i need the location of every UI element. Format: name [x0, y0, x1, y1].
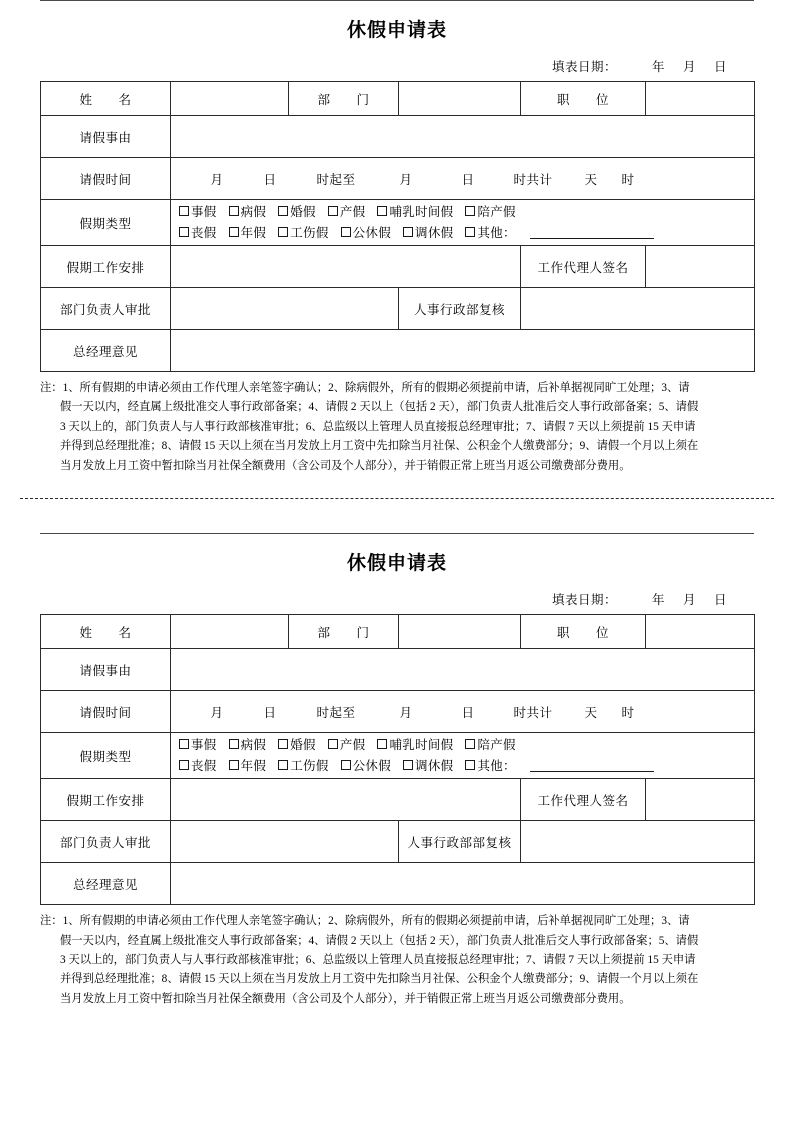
fill-date-year-1: 年 — [651, 60, 665, 74]
note-line-1: 注：1、所有假期的申请必须由工作代理人亲笔签字确认；2、除病假外，所有的假期必须提前申请，后补单据视同旷工处理；3、请 — [40, 382, 690, 394]
page-title-1: 休假申请表 — [346, 20, 447, 41]
checkbox-personal-leave-2[interactable] — [179, 735, 217, 755]
label-gm-opinion-1: 总经理意见 — [41, 330, 171, 372]
label-position-1: 职 位 — [521, 82, 646, 116]
notes-block-2 — [40, 912, 754, 1009]
checkbox-icon — [403, 227, 413, 237]
field-time-1[interactable] — [171, 158, 755, 200]
checkbox-marriage-leave-1[interactable] — [278, 202, 316, 222]
field-agent-signature-1[interactable] — [646, 246, 755, 288]
label-position-2: 职 位 — [521, 615, 646, 649]
note-line-5: 当月发放上月工资中暂扣除当月社保全额费用（含公司及个人部分），并于销假正常上班当月返公司缴费部分费用。 — [60, 992, 631, 1005]
checkbox-bereavement-leave-2[interactable] — [179, 756, 217, 776]
field-gm-opinion-2[interactable] — [171, 863, 755, 905]
checkbox-icon — [278, 760, 288, 770]
table-row-reason-2 — [41, 649, 755, 691]
time-days-unit-2: 天 — [584, 705, 598, 720]
checkbox-injury-leave-2[interactable] — [278, 756, 328, 776]
label-dept-head-approval-2: 部门负责人审批 — [41, 821, 171, 863]
checkbox-icon — [403, 760, 413, 770]
field-department-2[interactable] — [399, 615, 521, 649]
time-day-from-2: 日 — [263, 705, 277, 720]
note-line-1: 注：1、所有假期的申请必须由工作代理人亲笔签字确认；2、除病假外，所有的假期必须提前申请，后补单据视同旷工处理；3、请 — [40, 915, 690, 928]
checkbox-icon — [179, 227, 189, 237]
time-from-label-1: 时起至 — [316, 172, 356, 187]
checkbox-label: 丧假 — [191, 225, 217, 240]
time-day-to-2: 日 — [461, 705, 475, 720]
table-row-reason-1 — [41, 116, 755, 158]
field-gm-opinion-1[interactable] — [171, 330, 755, 372]
table-row-work-arrangement-1 — [41, 246, 755, 288]
label-agent-signature-1: 工作代理人签名 — [521, 246, 646, 288]
field-position-2[interactable] — [646, 615, 755, 649]
leave-type-line-1a — [179, 205, 528, 219]
time-from-label-2: 时起至 — [316, 705, 356, 720]
time-month-to-2: 月 — [399, 705, 413, 720]
checkbox-label: 其他： — [477, 225, 516, 240]
label-time-2: 请假时间 — [41, 691, 171, 733]
label-name-2: 姓 名 — [41, 615, 171, 649]
checkbox-marriage-leave-2[interactable] — [278, 735, 316, 755]
field-reason-2[interactable] — [171, 649, 755, 691]
checkbox-public-holiday-1[interactable] — [341, 223, 391, 243]
checkbox-label: 病假 — [240, 205, 267, 220]
checkbox-paternity-leave-2[interactable] — [465, 735, 515, 755]
table-row-leave-type-2 — [41, 733, 755, 779]
leave-form-copy-1 — [0, 0, 794, 476]
checkbox-icon — [377, 206, 387, 216]
label-agent-signature-2: 工作代理人签名 — [521, 779, 646, 821]
time-month-from-1: 月 — [210, 172, 224, 187]
field-name-1[interactable] — [171, 82, 289, 116]
checkbox-icon — [229, 206, 239, 216]
label-work-arrangement-1: 假期工作安排 — [41, 246, 171, 288]
checkbox-label: 婚假 — [290, 738, 316, 753]
field-other-leave-1[interactable] — [530, 238, 654, 239]
checkbox-label: 公休假 — [352, 758, 392, 773]
checkbox-label: 哺乳时间假 — [389, 738, 454, 753]
checkbox-nursing-leave-1[interactable] — [377, 202, 453, 222]
fill-date-month-2: 月 — [682, 593, 696, 608]
field-name-2[interactable] — [171, 615, 289, 649]
checkbox-label: 调休假 — [415, 225, 454, 240]
label-hr-review-2: 人事行政部部复核 — [399, 821, 521, 863]
checkbox-label: 工伤假 — [290, 225, 329, 240]
header-rule-1 — [40, 0, 754, 1]
checkbox-maternity-leave-2[interactable] — [328, 735, 366, 755]
checkbox-annual-leave-1[interactable] — [229, 223, 267, 243]
time-month-to-1: 月 — [399, 172, 413, 187]
note-line-2: 假一天以内，经直属上级批准交人事行政部备案；4、请假 2 天以上（包括 2 天），部门负责人批准后交人事行政部备案；5、请假 — [60, 934, 699, 947]
field-dept-head-approval-2[interactable] — [171, 821, 399, 863]
checkbox-icon — [341, 227, 351, 237]
label-department-2: 部 门 — [289, 615, 399, 649]
table-row-identity-1 — [41, 82, 755, 116]
table-row-identity-2 — [41, 615, 755, 649]
checkbox-injury-leave-1[interactable] — [278, 223, 328, 243]
checkbox-label: 哺乳时间假 — [389, 205, 454, 220]
checkbox-public-holiday-2[interactable] — [341, 756, 391, 776]
checkbox-label: 调休假 — [415, 758, 454, 773]
leave-type-line-2a — [179, 738, 528, 752]
checkbox-icon — [377, 739, 387, 749]
note-line-3: 3 天以上的，部门负责人与人事行政部核准审批；6、总监级以上管理人员直接报总经理审批；7、请假 7 天以上须提前 15 天申请 — [60, 953, 696, 966]
table-row-approvals-1 — [41, 288, 755, 330]
field-leave-type-2 — [171, 733, 755, 779]
fill-date-year-2: 年 — [651, 593, 665, 608]
fill-date-day-2: 日 — [713, 593, 727, 608]
checkbox-label: 陪产假 — [477, 205, 516, 220]
checkbox-icon — [179, 206, 189, 216]
fill-date-label-1: 填表日期： — [551, 60, 617, 74]
label-gm-opinion-2: 总经理意见 — [41, 863, 171, 905]
checkbox-label: 年假 — [240, 225, 267, 240]
fill-date-month-1: 月 — [682, 60, 696, 74]
checkbox-icon — [278, 227, 288, 237]
checkbox-compensatory-leave-1[interactable] — [403, 223, 453, 243]
note-line-4: 并得到总经理批准；8、请假 15 天以上须在当月发放上月工资中先扣除当月社保、公积金个人缴费部分；9、请假一个月以上须在 — [60, 973, 699, 986]
checkbox-compensatory-leave-2[interactable] — [403, 756, 453, 776]
checkbox-icon — [229, 739, 239, 749]
label-time-1: 请假时间 — [41, 158, 171, 200]
fill-date-day-1: 日 — [713, 60, 727, 74]
leave-form-copy-2 — [0, 533, 794, 1009]
checkbox-nursing-leave-2[interactable] — [377, 735, 453, 755]
field-other-leave-2[interactable] — [530, 771, 654, 772]
table-row-work-arrangement-2 — [41, 779, 755, 821]
checkbox-icon — [465, 206, 475, 216]
checkbox-annual-leave-2[interactable] — [229, 756, 267, 776]
checkbox-label: 事假 — [191, 205, 217, 220]
field-work-arrangement-1[interactable] — [171, 246, 521, 288]
time-hours-unit-2: 时 — [621, 705, 635, 720]
checkbox-bereavement-leave-1[interactable] — [179, 223, 217, 243]
label-name-1: 姓 名 — [41, 82, 171, 116]
checkbox-other-leave-1[interactable] — [465, 223, 515, 243]
label-work-arrangement-2: 假期工作安排 — [41, 779, 171, 821]
header-rule-2 — [40, 533, 754, 534]
table-row-gm-opinion-1 — [41, 330, 755, 372]
label-leave-type-2: 假期类型 — [41, 733, 171, 779]
label-department-1: 部 门 — [289, 82, 399, 116]
field-leave-type-1 — [171, 200, 755, 246]
label-reason-2: 请假事由 — [41, 649, 171, 691]
table-row-leave-type-1 — [41, 200, 755, 246]
checkbox-icon — [179, 760, 189, 770]
checkbox-label: 事假 — [191, 738, 217, 753]
checkbox-label: 病假 — [240, 738, 267, 753]
field-time-2[interactable] — [171, 691, 755, 733]
field-agent-signature-2[interactable] — [646, 779, 755, 821]
checkbox-icon — [179, 739, 189, 749]
checkbox-label: 年假 — [240, 758, 267, 773]
label-hr-review-1: 人事行政部复核 — [399, 288, 521, 330]
checkbox-label: 陪产假 — [477, 738, 516, 753]
fill-date-line-2 — [40, 590, 754, 608]
note-line-5: 当月发放上月工资中暂扣除当月社保全额费用（含公司及个人部分），并于销假正常上班当月返公司缴费部分费用。 — [60, 459, 631, 472]
table-row-gm-opinion-2 — [41, 863, 755, 905]
note-line-3: 3 天以上的，部门负责人与人事行政部核准审批；6、总监级以上管理人员直接报总经理审批；7、请假 7 天以上须提前 15 天申请 — [60, 420, 696, 433]
label-dept-head-approval-1: 部门负责人审批 — [41, 288, 171, 330]
time-day-to-1: 日 — [461, 172, 475, 187]
checkbox-sick-leave-2[interactable] — [229, 735, 267, 755]
notes-block-1 — [40, 379, 754, 476]
checkbox-label: 婚假 — [290, 205, 316, 220]
checkbox-label: 产假 — [339, 738, 366, 753]
table-row-time-2 — [41, 691, 755, 733]
field-dept-head-approval-1[interactable] — [171, 288, 399, 330]
checkbox-maternity-leave-1[interactable] — [328, 202, 366, 222]
time-day-from-1: 日 — [263, 172, 277, 187]
field-hr-review-2[interactable] — [521, 821, 755, 863]
checkbox-sick-leave-1[interactable] — [229, 202, 267, 222]
checkbox-label: 公休假 — [352, 225, 392, 240]
time-total-label-1: 时共计 — [513, 172, 553, 187]
leave-type-line-1b — [179, 226, 654, 240]
checkbox-icon — [341, 760, 351, 770]
checkbox-icon — [328, 206, 338, 216]
leave-table-1 — [40, 81, 755, 372]
checkbox-icon — [229, 760, 239, 770]
checkbox-icon — [278, 739, 288, 749]
checkbox-paternity-leave-1[interactable] — [465, 202, 515, 222]
label-reason-1: 请假事由 — [41, 116, 171, 158]
field-reason-1[interactable] — [171, 116, 755, 158]
leave-table-2 — [40, 614, 755, 905]
time-hours-unit-1: 时 — [621, 172, 635, 187]
time-total-label-2: 时共计 — [513, 705, 553, 720]
checkbox-icon — [229, 227, 239, 237]
section-spacer — [0, 499, 794, 533]
field-department-1[interactable] — [399, 82, 521, 116]
checkbox-icon — [278, 206, 288, 216]
fill-date-label-2: 填表日期： — [551, 593, 617, 608]
table-row-time-1 — [41, 158, 755, 200]
checkbox-icon — [328, 739, 338, 749]
time-days-unit-1: 天 — [584, 172, 598, 187]
checkbox-icon — [465, 760, 475, 770]
field-position-1[interactable] — [646, 82, 755, 116]
checkbox-label: 其他： — [477, 758, 516, 773]
checkbox-icon — [465, 739, 475, 749]
page-title-2: 休假申请表 — [346, 553, 447, 575]
leave-type-line-2b — [179, 759, 654, 773]
time-month-from-2: 月 — [210, 705, 224, 720]
field-work-arrangement-2[interactable] — [171, 779, 521, 821]
note-line-4: 并得到总经理批准；8、请假 15 天以上须在当月发放上月工资中先扣除当月社保、公积金个人缴费部分；9、请假一个月以上须在 — [60, 440, 699, 453]
checkbox-label: 丧假 — [191, 758, 217, 773]
checkbox-icon — [465, 227, 475, 237]
fill-date-line-1 — [40, 57, 754, 75]
checkbox-other-leave-2[interactable] — [465, 756, 515, 776]
table-row-approvals-2 — [41, 821, 755, 863]
label-leave-type-1: 假期类型 — [41, 200, 171, 246]
field-hr-review-1[interactable] — [521, 288, 755, 330]
checkbox-label: 工伤假 — [290, 758, 329, 773]
note-line-2: 假一天以内，经直属上级批准交人事行政部备案；4、请假 2 天以上（包括 2 天），部门负责人批准后交人事行政部备案；5、请假 — [60, 401, 699, 414]
checkbox-label: 产假 — [339, 205, 366, 220]
checkbox-personal-leave-1[interactable] — [179, 202, 217, 222]
